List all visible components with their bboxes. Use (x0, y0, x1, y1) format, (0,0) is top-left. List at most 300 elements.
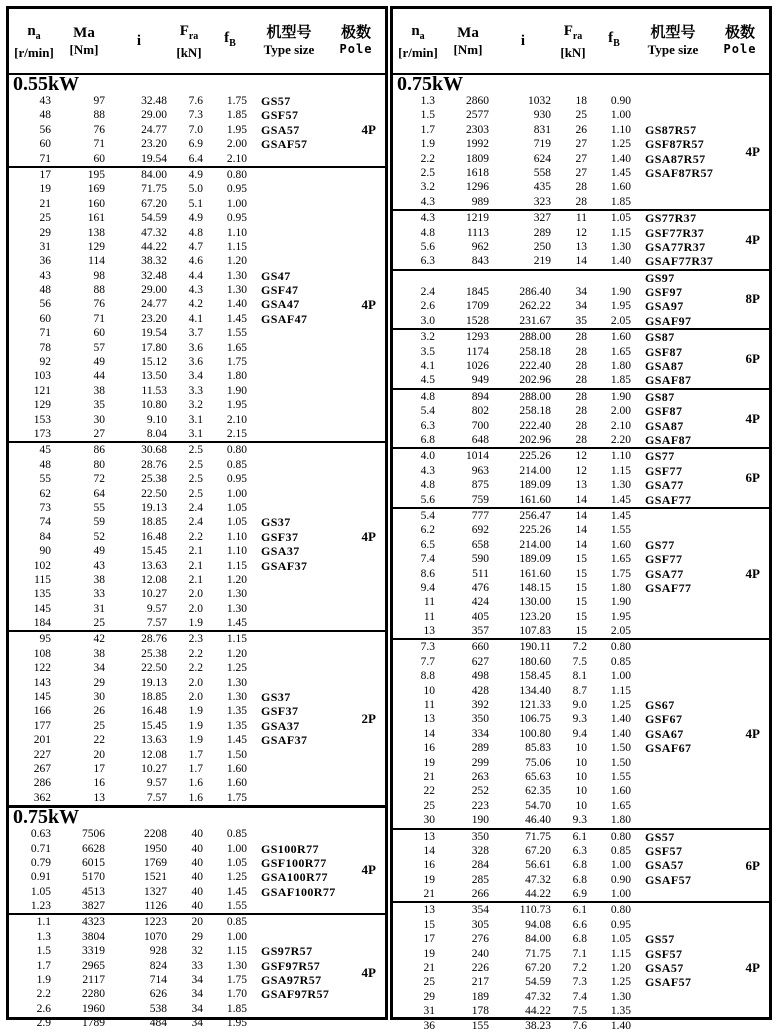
ma-value: 1293 (466, 331, 489, 344)
model-name (251, 616, 385, 630)
fb-value: 0.80 (610, 641, 631, 654)
fb-value: 1.80 (610, 360, 631, 373)
model-name: GSA87R57 (645, 151, 706, 166)
na-value: 14 (423, 844, 435, 857)
ma-value: 34 (93, 662, 105, 675)
na-value: 9.4 (420, 581, 435, 594)
table-row (393, 698, 769, 712)
fb-value: 1.90 (226, 384, 247, 397)
table-row (393, 166, 769, 180)
ratio-group (393, 388, 769, 448)
na-value: 6.3 (420, 419, 435, 432)
ratio-group (393, 328, 769, 388)
i-value: 56.61 (525, 859, 551, 872)
i-value: 16.48 (141, 705, 167, 718)
fra-value: 27 (575, 138, 587, 151)
i-value: 831 (533, 123, 551, 136)
table-row (9, 341, 385, 355)
fra-value: 6.8 (572, 933, 587, 946)
i-value: 67.20 (525, 844, 551, 857)
na-value: 1.5 (36, 945, 51, 958)
model-name: GSAF77 (645, 492, 692, 507)
ma-value: 71 (93, 312, 105, 325)
na-value: 13 (423, 713, 435, 726)
ma-value: 59 (93, 516, 105, 529)
fra-value: 14 (575, 538, 587, 551)
model-name: GS97 (645, 270, 675, 285)
table-row (9, 856, 385, 870)
table-row (9, 632, 385, 646)
table-row (393, 433, 769, 447)
fb-value: 1.20 (226, 573, 247, 586)
fb-value: 1.20 (610, 962, 631, 975)
model-name (251, 487, 385, 501)
ma-value: 627 (471, 655, 489, 668)
na-value: 56 (39, 123, 51, 136)
header-col-2 (443, 25, 493, 57)
i-value: 189.09 (519, 553, 551, 566)
table-row (9, 704, 385, 718)
table-row (393, 314, 769, 328)
model-name: GSAF97R57 (261, 987, 330, 1002)
na-value: 1.9 (36, 974, 51, 987)
header-col-7 (327, 25, 385, 57)
ma-value: 38 (93, 573, 105, 586)
fra-value: 4.9 (188, 212, 203, 225)
model-name: GSF37 (261, 529, 299, 544)
table-row (9, 690, 385, 704)
i-value: 47.32 (525, 873, 551, 886)
i-value: 19.54 (141, 327, 167, 340)
ma-value: 350 (471, 713, 489, 726)
na-value: 4.8 (420, 226, 435, 239)
model-name: GSA100R77 (261, 870, 328, 885)
pole-value: 6P (745, 351, 760, 367)
fra-value: 4.8 (188, 226, 203, 239)
fb-value: 2.00 (610, 405, 631, 418)
na-value: 4.3 (420, 464, 435, 477)
model-name: GSA37 (261, 718, 300, 733)
fra-value: 9.3 (572, 814, 587, 827)
fra-value: 13 (575, 479, 587, 492)
ma-value: 476 (471, 581, 489, 594)
ma-value: 155 (471, 1019, 489, 1032)
header-col-6 (635, 25, 711, 57)
table-row (393, 610, 769, 624)
fb-value: 1.05 (226, 501, 247, 514)
ma-value: 6015 (82, 856, 105, 869)
table-row (9, 168, 385, 182)
fra-value: 2.5 (188, 473, 203, 486)
i-value: 258.18 (519, 345, 551, 358)
fb-value: 1.55 (226, 327, 247, 340)
table-row (9, 398, 385, 412)
i-value: 148.15 (519, 581, 551, 594)
fb-value: 1.90 (610, 390, 631, 403)
na-value: 11 (423, 610, 435, 623)
table-row (9, 762, 385, 776)
i-value: 2208 (144, 828, 167, 841)
fra-value: 7.4 (572, 990, 587, 1003)
table-row (393, 640, 769, 654)
model-name (251, 573, 385, 587)
na-value: 62 (39, 487, 51, 500)
fra-value: 3.7 (188, 327, 203, 340)
ma-value: 3319 (82, 945, 105, 958)
table-row (393, 137, 769, 151)
i-value: 23.20 (141, 312, 167, 325)
ma-value: 190 (471, 814, 489, 827)
pole-value: 4P (745, 143, 760, 159)
table-row (393, 813, 769, 827)
model-name: GS37 (261, 515, 291, 530)
fra-value: 3.6 (188, 356, 203, 369)
model-name (251, 776, 385, 790)
ma-value: 72 (93, 473, 105, 486)
table-row (393, 509, 769, 523)
ma-value: 1960 (82, 1002, 105, 1015)
na-value: 31 (423, 1005, 435, 1018)
i-value: 256.47 (519, 509, 551, 522)
model-name: GSF57 (645, 843, 683, 858)
fb-value: 1.80 (226, 370, 247, 383)
na-value: 3.5 (420, 345, 435, 358)
ma-value: 38 (93, 384, 105, 397)
table-row (9, 123, 385, 137)
i-value: 44.22 (525, 1005, 551, 1018)
ma-value: 25 (93, 617, 105, 630)
fra-value: 28 (575, 360, 587, 373)
na-value: 31 (39, 240, 51, 253)
na-value: 95 (39, 633, 51, 646)
model-name (635, 595, 769, 609)
fb-value: 1.15 (226, 559, 247, 572)
table-row (9, 573, 385, 587)
fra-value: 14 (575, 509, 587, 522)
table-row (393, 830, 769, 844)
fra-value: 40 (191, 885, 203, 898)
i-value: 288.00 (519, 331, 551, 344)
table-row (393, 581, 769, 595)
na-value: 267 (33, 762, 51, 775)
fra-value: 4.4 (188, 269, 203, 282)
i-value: 84.00 (141, 168, 167, 181)
model-name: GSF77 (645, 552, 683, 567)
i-value: 22.50 (141, 662, 167, 675)
i-value: 23.20 (141, 138, 167, 151)
fra-value: 14 (575, 255, 587, 268)
model-name (251, 384, 385, 398)
na-value: 48 (39, 458, 51, 471)
model-name: GSF37 (261, 704, 299, 719)
na-value: 286 (33, 777, 51, 790)
i-value: 9.57 (146, 602, 167, 615)
model-name (251, 413, 385, 427)
i-value: 286.40 (519, 286, 551, 299)
header-main: $n_a$ (27, 22, 41, 42)
na-value (393, 271, 443, 285)
model-name (251, 398, 385, 412)
na-value: 153 (33, 413, 51, 426)
fb-value: 1.60 (226, 762, 247, 775)
fra-value: 27 (575, 152, 587, 165)
fra-value: 6.8 (572, 859, 587, 872)
i-value: 19.13 (141, 676, 167, 689)
i-value: 1327 (144, 885, 167, 898)
table-row (9, 676, 385, 690)
fb-value: 1.20 (226, 255, 247, 268)
i-value: 16.48 (141, 530, 167, 543)
table-row (393, 345, 769, 359)
ma-value: 2965 (82, 959, 105, 972)
fra-value: 1.6 (188, 791, 203, 804)
i-value: 288.00 (519, 390, 551, 403)
fb-value: 1.45 (226, 617, 247, 630)
fb-value: 2.05 (610, 625, 631, 638)
ma-value: 49 (93, 545, 105, 558)
model-name (635, 887, 769, 901)
pole-value: 4P (745, 410, 760, 426)
na-value: 6.8 (420, 433, 435, 446)
ma-value: 25 (93, 719, 105, 732)
ma-value: 1789 (82, 1017, 105, 1030)
ma-value: 894 (471, 390, 489, 403)
na-value: 1.3 (420, 95, 435, 107)
fra-value: 7.6 (188, 95, 203, 107)
header-main: i (136, 32, 142, 49)
table-row (393, 595, 769, 609)
model-name: GSAF37 (261, 733, 308, 748)
table-row (9, 152, 385, 166)
model-name: GS57 (645, 829, 675, 844)
i-value: 11.53 (141, 384, 167, 397)
table-row (9, 413, 385, 427)
fb-value: 1.85 (610, 195, 631, 208)
fra-value: 4.1 (188, 312, 203, 325)
fra-value: 2.0 (188, 676, 203, 689)
i-value: 1032 (528, 95, 551, 107)
model-name (635, 799, 769, 813)
fb-value: 1.15 (226, 633, 247, 646)
table-row (393, 932, 769, 946)
i-value: 18.85 (141, 691, 167, 704)
fb-value: 1.30 (226, 602, 247, 615)
na-value: 166 (33, 705, 51, 718)
ma-value: 44 (93, 370, 105, 383)
na-value: 0.63 (30, 828, 51, 841)
ma-value: 1809 (466, 152, 489, 165)
na-value: 0.79 (30, 856, 51, 869)
model-name: GSAF47 (261, 311, 308, 326)
fb-value: 2.10 (226, 152, 247, 165)
ma-value: 289 (471, 742, 489, 755)
model-name: GSA67 (645, 726, 684, 741)
fra-value: 28 (575, 433, 587, 446)
fra-value: 34 (575, 300, 587, 313)
table-row (393, 669, 769, 683)
i-value: 110.73 (519, 904, 551, 917)
section-title: 0.75kW (397, 73, 464, 95)
fb-value: 1.30 (226, 269, 247, 282)
model-name (635, 640, 769, 654)
table-row (393, 684, 769, 698)
model-name (635, 1019, 769, 1033)
table-row (393, 330, 769, 344)
fra-value: 28 (575, 331, 587, 344)
fra-value: 10 (575, 770, 587, 783)
ratio-group (9, 827, 385, 913)
fb-value: 1.30 (226, 284, 247, 297)
fra-value: 15 (575, 625, 587, 638)
fra-value: 29 (191, 930, 203, 943)
na-value: 4.3 (420, 212, 435, 225)
na-value: 4.1 (420, 360, 435, 373)
model-name: GSA57 (645, 961, 684, 976)
table-row (393, 493, 769, 507)
i-value: 12.08 (141, 573, 167, 586)
model-name: GS67 (645, 698, 675, 713)
fra-value: 3.6 (188, 341, 203, 354)
fb-value: 1.05 (226, 516, 247, 529)
model-name: GSF77 (645, 463, 683, 478)
model-name (251, 341, 385, 355)
table-row (9, 487, 385, 501)
fra-value: 15 (575, 610, 587, 623)
table-row (9, 602, 385, 616)
table-row (9, 915, 385, 929)
fb-value: 1.75 (226, 95, 247, 107)
i-value: 44.22 (141, 240, 167, 253)
table-row (393, 123, 769, 137)
fra-value: 34 (191, 1017, 203, 1030)
fb-value: 0.80 (610, 904, 631, 917)
fb-value: 2.15 (226, 427, 247, 440)
model-name: GSF100R77 (261, 855, 327, 870)
na-value: 227 (33, 748, 51, 761)
table-row (9, 647, 385, 661)
na-value: 73 (39, 501, 51, 514)
fb-value: 1.35 (610, 1005, 631, 1018)
table-row (9, 616, 385, 630)
fra-value: 1.9 (188, 617, 203, 630)
ma-value: 17 (93, 762, 105, 775)
na-value: 6.3 (420, 255, 435, 268)
ma-value: 178 (471, 1005, 489, 1018)
fra-value: 2.4 (188, 501, 203, 514)
ma-value (443, 271, 493, 285)
i-value: 1950 (144, 842, 167, 855)
ratio-group (393, 828, 769, 902)
i-value: 714 (149, 974, 167, 987)
i-value: 161.60 (519, 493, 551, 506)
fb-value: 1.50 (226, 748, 247, 761)
table-row (9, 870, 385, 884)
model-name (251, 791, 385, 805)
na-value: 25 (39, 212, 51, 225)
ma-value: 1219 (466, 212, 489, 225)
na-value: 43 (39, 95, 51, 107)
fb-value: 1.00 (610, 109, 631, 122)
model-name (635, 94, 769, 108)
model-name: GSA87 (645, 418, 684, 433)
i-value: 1070 (144, 930, 167, 943)
model-name (251, 254, 385, 268)
na-value: 19 (423, 947, 435, 960)
table-right-header (393, 9, 769, 75)
fra-value: 3.3 (188, 384, 203, 397)
ratio-group (393, 269, 769, 329)
fb-value: 0.95 (610, 918, 631, 931)
header-main: 机型号 (650, 25, 696, 41)
header-unit: Type size (263, 42, 315, 57)
fb-value: 1.10 (226, 226, 247, 239)
i-value: 100.80 (519, 727, 551, 740)
na-value: 16 (423, 859, 435, 872)
na-value: 122 (33, 662, 51, 675)
fra-value: 11 (575, 212, 587, 225)
ma-value: 2860 (466, 95, 489, 107)
i-value: 62.35 (525, 785, 551, 798)
fb-value: 1.40 (610, 727, 631, 740)
table-row (9, 1016, 385, 1030)
table-row (9, 559, 385, 573)
table-row (393, 918, 769, 932)
model-name: GSF87 (645, 344, 683, 359)
i-value: 7.57 (146, 617, 167, 630)
header-col-2 (59, 25, 109, 57)
fb-value: 2.10 (610, 419, 631, 432)
i-value: 71.75 (525, 947, 551, 960)
i-value: 258.18 (519, 405, 551, 418)
fra-value: 34 (191, 1002, 203, 1015)
fb-value: 1.35 (226, 719, 247, 732)
fb-value: 1.10 (226, 530, 247, 543)
header-main: 机型号 (266, 25, 312, 41)
header-unit: Pole (339, 42, 373, 56)
section-title: 0.55kW (13, 73, 80, 95)
na-value: 2.4 (420, 286, 435, 299)
fra-value: 12 (575, 464, 587, 477)
i-value: 65.63 (525, 770, 551, 783)
na-value: 21 (423, 888, 435, 901)
ma-value: 16 (93, 777, 105, 790)
i-value: 24.77 (141, 123, 167, 136)
fb-value: 1.85 (226, 109, 247, 122)
i-value: 25.38 (141, 647, 167, 660)
ma-value: 31 (93, 602, 105, 615)
header-main: i (520, 32, 526, 49)
fra-value: 3.2 (188, 399, 203, 412)
pole-value: 6P (745, 857, 760, 873)
ma-value: 76 (93, 298, 105, 311)
ma-value: 266 (471, 888, 489, 901)
ma-value: 276 (471, 933, 489, 946)
na-value: 3.2 (420, 181, 435, 194)
i-value: 85.83 (525, 742, 551, 755)
header-col-5 (209, 30, 251, 52)
model-name: GSF77R37 (645, 225, 705, 240)
fb-value: 1.00 (226, 930, 247, 943)
model-name (251, 676, 385, 690)
fra-value: 33 (191, 959, 203, 972)
fb-value: 1.80 (610, 581, 631, 594)
model-name: GS47 (261, 268, 291, 283)
header-unit: [r/min] (398, 44, 438, 60)
i-value: 158.45 (519, 670, 551, 683)
fb-value: 1.60 (226, 777, 247, 790)
fb-value: 0.85 (226, 916, 247, 929)
model-name (251, 326, 385, 340)
